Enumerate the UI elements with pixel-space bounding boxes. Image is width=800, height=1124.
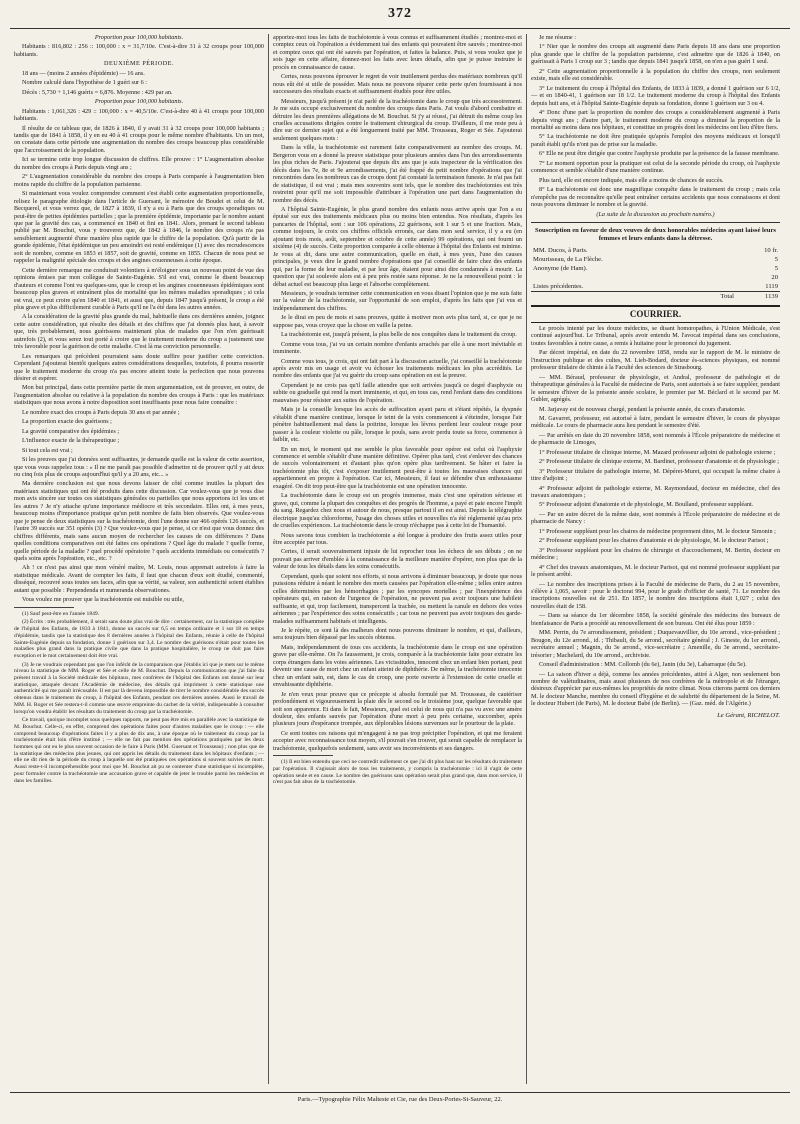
courrier-paragraph: — La saison d'hiver a déjà, comme les années précédentes, attiré à Alger, non seulement bon nombre de valétudinaires, mais aussi plusieurs de nos confrères de la métropole et de l'étranger, désireux d'apprécier par eux-mêmes les propriétés de notre climat. Nous citerons parmi ces derniers M. le docteur Manche, membre du conseil d'hygiène et de salubrité du département de la Seine, M. le docteur Hubert (de Paris), M. le docteur Babé (de Berlin). — (Gaz. méd. de l'Algérie.)	[531, 670, 780, 708]
paragraph: Plus tard, elle est encore indiquée, mais elle a moins de chances de succès.	[539, 176, 724, 184]
courrier-paragraph: M. Jarjavay est de nouveau chargé, pendant la présente année, du cours d'anatomie.	[539, 405, 746, 413]
paragraph: Ici se termine cette trop longue discussion de chiffres. Elle prouve : 1° L'augmentation absolue du nombre des croups à Paris depuis vingt ans ;	[14, 156, 264, 171]
paragraph: Le nombre exact des croups à Paris depuis 30 ans et par année ;	[22, 408, 180, 416]
courrier-body	[531, 325, 780, 708]
paragraph: Cependant, quels que soient nos efforts, si nous arrivons à diminuer beaucoup, je doute que nous puissions réduire à néant le nombre des morts causées par l'opération elle-même ; telles entre autres celles déterminées par les hémorrhagies ; par les syncopes mortelles ; par l'inexpérience des opérateurs qui, en raison de l'urgence de l'opération, ne peuvent pas avoir toujours une habileté suffisante, et qui, trop facilement, transpercent la trachée, ou mettent la canule en dehors des voies aériennes ; par l'expérience des soins consécutifs ; car tous ne peuvent pas avoir toujours des garde-malades suffisamment habitués et intelligents.	[273, 572, 522, 625]
subscription-row	[531, 246, 780, 255]
paragraph: Ce sont toutes ces raisons qui m'engagent à ne pas trop précipiter l'opération, et qui me feraient accepter avec reconnaissance tout moyen, s'il pouvait s'en trouver, qui serait capable de remplacer la trachéotomie, quelquefois seulement, sans avoir ses inconvénients et ses dangers.	[273, 729, 522, 752]
courrier-paragraph: 2° Professeur titulaire de clinique externe, M. Bardinet, professeur d'anatomie et de physiologie ;	[539, 458, 780, 466]
courrier-paragraph: Par décret impérial, en date du 22 novembre 1858, rendu sur le rapport de M. le ministre de l'instruction publique et des cultes, M. Lieb-Bodard, docteur ès-sciences physiques, est nommé professeur titulaire de chimie à la Faculté des sciences de Strasbourg.	[531, 349, 780, 372]
paragraph: La proportion exacte des guérisons ;	[22, 418, 112, 426]
paragraph: Ah ! ce n'est pas ainsi que mon vénéré maître, M. Louis, nous apprenait autrefois à faire la statistique médicale. Avant de compter les faits, il faut que chacun d'eux soit étudié, commenté, disséqué, recouvré sous toutes ses faces, afin que sa vérité, sa valeur, son authenticité soient établies autant que possible : Perpendenda et numeranda observationes.	[14, 564, 264, 594]
courrier-paragraph: 3° Professeur titulaire de pathologie interne, M. Dépéret-Muret, qui occupait la même chaire à titre d'adjoint ;	[531, 467, 780, 483]
paragraph: Comme vous tous, je crois, qui ont fait part à la discussion actuelle, j'ai conseillé la trachéotomie après avoir mis en usage et avoir vu échouer les traitements médicaux les plus accrédités. Le nombre des enfants que j'ai vu guérir du croup sans opération en est la preuve.	[273, 357, 522, 380]
paragraph: (La suite de la discussion au prochain numéro.)	[596, 210, 715, 218]
paragraph: DEUXIÈME PÉRIODE.	[103, 60, 175, 68]
paragraph: Il résulte de ce tableau que, de 1826 à 1840, il y avait 31 à 32 croups pour 100,000 habitants ; tandis que de 1841 à 1858, il y en eu 40 à 41 croups pour le même nombre d'habitants. Un un mot, on constate dans cette période une augmentation du nombre des croups beaucoup plus considérable que l'accroissement de la population.	[14, 124, 264, 154]
paragraph: Habitants : 1,061,326 : 429 :: 100,000 : x = 40,5/10e. C'est-à-dire 40 à 41 croups pour 100,000 habitants.	[14, 107, 264, 123]
paragraph: En un mot, le moment qui me semble le plus favorable pour opérer est celui où l'asphyxie commence et semble s'établir d'une manière définitive. Opérer plus tard, c'est s'enlever des chances de succès volontairement et d'autant plus qu'on opère plus tardivement. Se hâter et faire la trachéotomie plus tôt, c'est s'exposer inutilement peut-être à toutes les mauvaises chances qui appartiennent en propre à l'opération. Car ici, Messieurs, il faut se défendre d'un enthousiasme exagéré. On dit trop peut-être que la trachéotomie est une opération innocente.	[273, 445, 522, 490]
paragraph: Mais, indépendamment de tous ces accidents, la trachéotomie dans le croup est une opération grave par elle-même. On l'a faussement, je crois, comparée à la trachéotomie faite pour extraire les corps étrangers dans les voies aériennes. Les vicissitudes, innocent chez un enfant bien portant, peut devenir une cause de mort chez un enfant atteint de diphthérie. De même, la trachéotomie innocente chez un enfant sain, est, dans le cas de croup, une porte ouverte à l'extension de cette cruelle et envahissante diphthérie.	[273, 643, 522, 689]
column-1	[10, 34, 268, 1084]
subscription-previous-label: Listes précédentes.	[533, 282, 584, 290]
subscriber-name: Anonyme (de Ham).	[533, 264, 588, 272]
paragraph: Ma dernière conclusion est que nous devons laisser de côté comme inutiles la plupart des matériaux statistiques qui ont été produits dans cette discussion. Car voulez-vous que je vous dise mon avis sincère sur toutes ces statistiques générales ou partielles que nous apportons ici les uns et les autres ? Je n'y attache qu'une importance médiocre et très secondaire. Elles ont, à mes yeux, beaucoup moins d'importance pratique qu'un petit nombre de faits bien observés. Que voulez-vous que je pense de deux statistiques sur la trachéotomie, dont l'une donne sur 466 opérés 126 succès, et l'autre 39 succès sur 351 opérés (3) ? Que voulez-vous que je pense, si ce n'est que vous donnez des chiffres différents, mais sans aucun moyen de rechercher les causes de ces différences ? Dans quelles conditions comparatives ont été faites ces opérations ? Quel âge du malade ? quelle forme, quelle période de la maladie ? quel procédé opératoire ? quels accidents immédiats ou consécutifs ? quels soins après l'opération, etc., etc. ?	[14, 480, 264, 562]
paragraph: 7° Le moment opportun pour la pratiquer est celui de la seconde période du croup, où l'asphyxie commence et semble s'établir d'une manière continue.	[531, 159, 780, 175]
subscription-subtotal: 20	[771, 273, 778, 281]
paragraph: Vous voulez me prouver que la trachéotomie est nuisible ou utile,	[22, 596, 184, 604]
paragraph: 18 ans — (moins 2 années d'épidémie) — 16 ans.	[22, 69, 145, 77]
footnote: Ce travail, quoique incomplet sous quelques rapports, ne peut pas être mis en parallèle avec la statistique de M. Bouchut. Celle-ci, en effet, comprend des opérations faites pour d'autres maladies que le croup : — elle comprend beaucoup d'opérations faites il y a plus de dix ans, à une époque où le traitement du croup par la trachéotomie était loin d'être institué ; — elle ne fait pas mention des opérations pratiquées par les deux hommes qui ont eu le plus souvent occasion de le faire à Paris (MM. Guersant et Trousseau) ; non plus que de la statistique des médecins plus jeunes, qui ont appris les détails du traitement dans les hôpitaux d'enfants ; — elle ne dit rien de la période du croup à laquelle ont été pratiquées ces opérations si souvent suivies de mort. Aussi reste-t-il incompréhensible pour moi que M. Bouchut ait pu se contenter d'une statistique si incomplète, pour formuler contre la trachéotomie une accusation grave et capable de jeter le trouble parmi les médecins et dans les familles.	[14, 717, 264, 784]
courrier-heading: COURRIER.	[531, 305, 780, 323]
courrier-paragraph: 2° Professeur suppléant pour les chaires d'anatomie et de physiologie, M. le docteur Parisot ;	[539, 537, 769, 545]
paragraph: apportez-moi tous les faits de trachéotomie à vous connus et suffisamment étudiés ; montrez-moi et comptez ceux où l'opération a évidemment tué des enfants qui pouvaient être sauvés ; montrez-moi et comptez ceux qui ont été sauvés par l'opération, et faites la balance. Puis, si vous voulez que je sois juge en cette affaire, donnez-moi les faits avec leurs détails, afin que je puisse instruire le procès en connaissance de cause.	[273, 34, 522, 71]
column-2-footnotes	[273, 759, 522, 786]
subscription-subtotal-row	[531, 273, 780, 282]
paragraph: 6° Elle ne peut être dirigée que contre l'asphyxie produite par la présence de la fausse membrane.	[539, 150, 780, 158]
courrier-paragraph: — Le nombre des inscriptions prises à la Faculté de médecine de Paris, du 2 au 15 novembre, s'élève à 1,065, savoir : pour le doctorat 994, pour le grade d'officier de santé, 71. Le nombre des inscriptions nouvelles est de 251. En 1857, le nombre des inscriptions était 1,027 ; celui des nouvelles était de 158.	[531, 580, 780, 610]
footnote: (2) Écrits : très probablement, il serait sans doute plus vrai de dire : certainement, car la statistique complète de l'hôpital des Enfants, de 1833 à 1841, donne un succès sur 6,5 en temps ordinaire et 1 sur 18 en temps d'épidémie, tandis que la statistique des 8 dernières années à l'hôpital des Enfants, réunie à celle de l'hôpital Sainte-Eugénie depuis sa fondation, donne 1 guérison sur 3,4. Le nombre des guérisons n'était pour toutes les maladies plus grand dans la pratique civile que dans la pratique hospitalière, le croup ne doit pas faire exception et le mot certainement doit être vrai.	[14, 619, 264, 659]
section-rule	[531, 222, 780, 223]
paragraph: Messieurs, jusqu'à présent je n'ai parlé de la trachéotomie dans le croup que très accessoirement. Je me suis occupé exclusivement du nombre des croups dans Paris. J'ai voulu d'abord combattre et détruire les deux premières allégations de M. Bouchut. Si j'y ai réussi, j'ai détruit du même coup les cruelles accusations dirigées contre le traitement chirurgical du croup. D'ailleurs, il me reste peu à dire sur ce dernier sujet qui a été longuement traité par MM. Trousseau, Roger et Sée. J'ajouterai seulement quelques mots :	[273, 97, 522, 142]
paragraph: Certes, il serait souverainement injuste de lui reprocher tous les échecs de ses débuts ; on ne pouvait pas arriver d'emblée à la connaissance de la meilleure manière d'opérer, non plus que de la valeur de tous les détails dans les soins consécutifs.	[273, 548, 522, 571]
column-3	[526, 34, 784, 1084]
paragraph: A la considération de la gravité plus grande du mal, habituelle dans ces dernières années, joignez cette autre considération, qui résulte des détails et des chiffres que j'ai donnés plus haut, à savoir que, très probablement, nous guérissons maintenant plus de malades que l'on n'en guérissait autrefois (2), et vous serez tout porté à croire que le traitement moderne du croup a justement une très favorable pour la guérison de cette maladie. C'est là ma conviction personnelle.	[14, 313, 264, 351]
subscription-row	[531, 264, 780, 273]
paragraph: A l'hôpital Sainte-Eugénie, le plus grand nombre des enfants nous arrive après que l'on a eu épuisé sur eux des traitements médicaux plus ou moins bien entendus. Nos résultats, d'après les pancartes de l'hôpital, sont : sur 106 opérations, 22 guérisons, soit 1 sur 5 et une fraction. Mais, comme toujours, le croix ces chiffres officiels erronés, car dans mon seul service, il y a eu (en ajoutant trois mois, août, septembre et octobre de cette année) 99 opérations, qui ont fourni un sixième (4) de succès. Cette proportion comparée à celle obtenue à l'hôpital des Enfants est minime. Je vous ai dit, dans une autre communication, quelle en était, à mes yeux, l'une des causes principales, je veux dire le grand nombre d'opérations que j'ai conseillé de faire chez des enfants qui, par la forme de leur maladie, et par leur âge, étaient pour ainsi dire condamnés à mourir. La question que j'ai soulevée alors est à peu près restée sans réponse. Je ne la renouvellerai point : le débat actuel est beaucoup plus large et l'absorbe complètement.	[273, 205, 522, 288]
subscriber-name: Mourisseau, de La Flèche.	[533, 255, 603, 263]
subscriber-name: MM. Ducos, à Paris.	[533, 246, 588, 254]
courrier-paragraph: — MM. Béraud, professeur de physiologie, et Andral, professeur de pathologie et de thérapeutique générales à la Faculté de médecine de Paris, sont autorisés à se faire suppléer, pendant le semestre d'hiver de la présente année scolaire, le premier par M. Béclard et le second par M. Gubler, agrégés.	[531, 373, 780, 404]
footnote-rule	[14, 607, 74, 608]
courrier-paragraph: 3° Professeur suppléant pour les chaires de chirurgie et d'accouchement, M. Bertin, docteur en médecine ;	[531, 546, 780, 562]
paragraph: Je n'en veux pour preuve que ce précepte si absolu formulé par M. Trousseau, de cautériser profondément et vigoureusement la plaie dès le second ou le troisième jour, quelque favorable que soit son apparence. Et dans le fait, Messieurs, quel est celui de nous qui n'a pas vu avec une amère douleur, des enfants sauvés par l'opération d'une mort à peu près certaine, succomber, après plusieurs jours d'espérance trompée, aux déplorables lésions survenues sur le pourtour de la plaie.	[273, 690, 522, 728]
subscription-total-row	[531, 291, 780, 301]
paragraph: Proportion pour 100,000 habitants.	[94, 34, 184, 41]
subscription-previous-amount: 1119	[765, 282, 778, 290]
column-2-body	[273, 34, 522, 752]
paragraph: Certes, nous pouvons éprouver le regret de voir inutilement perdus des matériaux nombreux qu'il nous eût été si utile de posséder. Mais nous ne pouvons réparer cette perte qu'en fournissant à nos successeurs des résultats exacts et suffisamment étudiés pour être utiles.	[273, 73, 522, 96]
paragraph: 3° Le traitement du croup à l'hôpital des Enfants, de 1833 à 1839, a donné 1 guérison sur 6 1/2, — et en 1840-41, 1 guérison sur 18 1/2. Le traitement moderne du croup à l'hôpital des Enfants depuis huit ans, et à l'hôpital Sainte-Eugénie depuis sa fondation, donne 1 guérison sur 3 ou 4.	[531, 84, 780, 107]
paragraph: 5° La trachéotomie ne doit être pratiquée qu'après l'emploi des moyens médicaux et lorsqu'il paraît établi qu'ils n'ont pas de prise sur la maladie.	[531, 133, 780, 148]
column-1-footnotes	[14, 611, 264, 785]
footnote: (3) Je ne voudrais cependant pas que l'on inférât de la comparaison que j'établis ici que je mets sur le même niveau la statistique de MM. Roger et Sée et celle de M. Bouchut. Depuis la communication que j'ai faite du présent travail à la Société médicale des hôpitaux, mes confrères de l'hôpital des Enfants ont donné sur leur statistique, attaquée devant l'Académie de médecine, des détails qui impriment à cette statistique une authenticité qui me paraît irrécusable. Il est par là devenu impossible de tirer le nombre considérable des succès obtenus dans le traitement du croup, à l'hôpital des Enfants, pendant ces dernières années. Aussi le travail de MM. H. Roger et Sée restera-t-il comme une œuvre empreinte du cachet de la vérité, indispensable à consulter lorsqu'on voudra établir les résultats du traitement du croup par la trachéotomie.	[14, 661, 264, 715]
paragraph: Je le répète, ce sont là des malheurs dont nous pouvons diminuer le nombre, et qui, d'ailleurs, sera toujours bien dépassé par les succès obtenus.	[273, 626, 522, 642]
courrier-paragraph: Conseil d'administration : MM. Collomb (du 6e), Janin (du 3e), Labarraque (du 5e).	[539, 661, 747, 669]
page-number: 372	[388, 6, 412, 21]
courrier-paragraph: — Par un autre décret de la même date, sont nommés à l'École préparatoire de médecine et de pharmacie de Nancy :	[531, 510, 780, 526]
subscription-total-label: Total	[531, 291, 736, 301]
paragraph: Nombre calculé dans l'hypothèse de 1 guéri sur 6 :	[22, 79, 148, 87]
paragraph: 2° L'augmentation considérable du nombre des croups à Paris comparée à l'augmentation bien moins rapide du chiffre de la population parisienne.	[14, 173, 264, 188]
courrier-paragraph: — Par arrêtés en date du 20 novembre 1858, sont nommés à l'École préparatoire de médecine et de pharmacie de Limoges,	[531, 431, 780, 447]
paragraph: 2° Cette augmentation proportionnelle à la population du chiffre des croups, non seulement existe, mais elle est considérable.	[531, 67, 780, 83]
paragraph: Mais je la conseille lorsque les accès de suffocation ayant paru et s'étant répétés, la dyspnée s'établit d'une manière continue, lorsque le teint de la voix commencent à s'éteindre, lorsque l'air pénètre habituellement mal dans la poitrine, lorsque les lèvres perdent leur couleur rouge pour passer à la couleur violette ou pâle, lorsque le pouls, sans avoir perdu toute sa force, commence à faiblir, etc.	[273, 406, 522, 444]
courrier-paragraph: 4° Chef des travaux anatomiques, M. le docteur Parisot, qui est nommé professeur suppléant par le présent arrêté.	[531, 563, 780, 579]
signature: Le Gérant, RICHELOT.	[717, 711, 780, 719]
paragraph: Comme vous tous, j'ai vu un certain nombre d'enfants arrachés par elle à une mort inévitable et imminente.	[273, 340, 522, 356]
paragraph: La gravité comparative des épidémies ;	[22, 427, 120, 435]
subscription-title: Souscription en faveur de deux veuves de deux honorables médecins ayant laissé leurs femmes et leurs enfants dans la détresse.	[535, 226, 776, 242]
subscription-total-amount: 1139	[736, 291, 780, 301]
paragraph: Si les preuves que j'ai données sont suffisantes, je demande quelle est la valeur de cette assertion, que vous vous rappelez tous : « Il ne me paraît pas possible d'admettre ni de prouver qu'il y ait deux ou cinq fois plus de croups aujourd'hui qu'il y a 20 ans, etc... »	[14, 456, 264, 479]
paragraph: Cette dernière remarque me conduirait volontiers à m'éloigner sous un nouveau point de vue des opinions émises par mon collègue de Sainte-Eugénie. S'il est vrai, comme le disent beaucoup d'auteurs et comme l'ont vu quelques-uns, que le croup et les angines couenneuses épidémiques sont beaucoup plus graves et entraînent plus de mortalité que les mêmes maladies sporadiques ; si cela est vrai, ce peut croire qu'en 1840 et 1841, et aussi que, depuis 1847 jusqu'à présent, le croup a été plus grave et plus difficilement curable à Paris qu'il ne l'a été dans les autres années.	[14, 266, 264, 311]
column-3-body	[531, 34, 780, 218]
top-rule	[10, 28, 790, 29]
courrier-paragraph: Le procès intenté par les douze médecins, se disant homœopathes, à l'Union Médicale, s'est continué aujourd'hui. Le Tribunal, après avoir entendu M. l'avocat impérial dans ses conclusions, toutes favorables à notre cause, a remis à huitaine pour le prononcé du jugement.	[531, 324, 780, 347]
paragraph: Nous savons tous combien la trachéotomie a été longue à produire des fruits assez utiles pour être acceptée par tous.	[273, 531, 522, 546]
paragraph: Décès : 5,730 + 1,146 guéris = 6,876. Moyenne : 429 par an.	[22, 88, 173, 96]
paragraph: Proportion pour 100,000 habitants.	[94, 98, 184, 106]
printer-footer: Paris.—Typographie Félix Malteste et Cie, rue des Deux-Portes-St-Sauveur, 22.	[10, 1092, 790, 1103]
footnote: (1) Il est bien entendu que ceci ne contredit nullement ce que j'ai dit plus haut sur les résultats du traitement par l'opération. Il s'agissait alors de tous les traitements, y compris la trachéotomie : ici il s'agit de cette opération seule et en cause. Le nombre des guérisons sans opération serait plus grand que, dans mon service, il n'est pas fait abus de la trachéotomie.	[273, 759, 522, 786]
courrier-paragraph: 4° Professeur adjoint de pathologie externe, M. Raymondaud, docteur en médecine, chef des travaux anatomiques ;	[531, 484, 780, 500]
paragraph: 8° La trachéotomie est donc une magnifique conquête dans le traitement du croup ; mais cela n'empêche pas de reconnaître qu'elle peut entraîner certains accidents que nous connaissons et dont nous pouvons diminuer le nombre et la gravité.	[531, 186, 780, 209]
paragraph: 4° Donc d'une part la proportion du nombre des croups a considérablement augmenté à Paris depuis vingt ans ; d'autre part, le traitement moderne du croup a diminué la proportion de la mortalité au moins dans nos hôpitaux, et constitue un progrès dont les médecins ont lieu d'être fiers.	[531, 109, 780, 131]
paragraph: Si maintenant vous voulez comprendre comment s'est établi cette augmentation proportionnelle, relisez le paragraphe étiologie dans l'article de Guersant, le mémoire de Boudet et celui de M. Becquerel, et vous verrez que, de 1827 à 1839, il n'y a eu à Paris que des croups sporadiques ou peut-être de petites épidémies partielles ; que la première épidémie, importante par le nombre autant que par la gravité des cas, a commencé en 1840 et fini en 1841. Alors, prenant le second tableau publié par M. Bouchut, vous y trouverez que, de 1842 à 1846, le nombre des croups n'a pas sensiblement augmenté d'une manière plus rapide que le chiffre de la population. Qu'à partir de la grande épidémie, l'état épidémique un peu amoindri est resté endémique (1) avec des recrudescences soit de nombre, comme en 1853 et 1857, soit de gravité, comme en 1855. Chacun de nous peut se rappeler la malignité spéciale des croups et des angines couenneuses à cette époque.	[14, 190, 264, 265]
paragraph: Dans la ville, la trachéotomie est rarement faite comparativement au nombre des croups. M. Bergeron vous en a donné la preuve statistique pour plusieurs années dans l'un des arrondissements les plus riches de Paris. J'ajouterai que depuis dix ans que je suis inspecteur de la vérification des décès dans les 7e, 8e et 9e arrondissements, j'ai été frappé du petit nombre d'opérations que j'ai rencontrées dans les nombreux cas de croups dont j'ai constaté la terminaison funeste. Je n'ai pas fait de statistique, il est vrai ; mais mes souvenirs sont tels, que le nombre des trachéotomies est très restreint pour qu'il me soit impossible d'attribuer à l'opération une part dans l'augmentation du nombre des décès.	[273, 144, 522, 204]
paragraph: Si tout cela est vrai ;	[22, 446, 73, 454]
subscription-amount: 10 fr.	[764, 246, 778, 254]
subscription-table	[531, 246, 780, 301]
subscription-amount: 5	[774, 255, 778, 263]
paragraph: Habitants : 816,802 : 256 :: 100,000 : x = 31,7/10e. C'est-à-dire 31 à 32 croups pour 100,000 habitants.	[14, 43, 264, 58]
newspaper-page	[10, 6, 790, 1110]
paragraph: Messieurs, je voudrais terminer cette communication en vous disant l'opinion que je me suis faite sur la valeur de la trachéotomie, sur l'opportunité de son emploi, d'après les faits que j'ai vus et indépendamment des chiffres.	[273, 289, 522, 312]
paragraph: La trachéotomie dans le croup est un progrès immense, mais c'est une opération sérieuse et grave, qui, comme la plupart des conquêtes et des progrès de l'homme, a payé et paie encore l'impôt du sang. Regardez chez nous et autour de nous, presque partout il en est ainsi. Depuis la télégraphie électrique jusqu'au chloroforme, l'usage des choses utiles et nouvelles n'a été réglementé qu'au prix de cruelles expériences. La trachéotomie dans le croup n'échappe pas à cette loi de l'humanité.	[273, 492, 522, 530]
columns	[10, 34, 790, 1084]
courrier-paragraph: 5° Professeur adjoint d'anatomie et de physiologie, M. Boulland, professeur suppléant.	[539, 501, 754, 509]
paragraph: Je le dirai en peu de mots et sans preuves, quitte à motiver mon avis plus tard, si, ce que je ne suppose pas, vous croyez que la chose en vaille la peine.	[273, 314, 522, 329]
courrier-paragraph: MM. Perrin, du 7e arrondissement, président ; Duquevauvillier, du 10e arrond., vice-président ; Bougon, du 12e arrond., id. ; Thibault, du 5e arrond., secrétaire général ; J. Gineste, du 1er arrond., secrétaire annuel ; Magnin, du 3e arrond., vice-secrétaire ; Amenille, du 3e arrond., secrétaire-trésorier ; Machelard, du 10e arrond., archiviste.	[531, 629, 780, 659]
paragraph: La trachéotomie est, jusqu'à présent, la plus belle de nos conquêtes dans le traitement du croup.	[281, 331, 517, 339]
subscription-amount: 5	[774, 264, 778, 272]
courrier-paragraph: M. Gavarret, professeur, est autorisé à faire, pendant le semestre d'hiver, le cours de physique médicale. Le cours de pharmacie aura lieu pendant le semestre d'été.	[531, 414, 780, 430]
paragraph: L'influence exacte de la thérapeutique ;	[22, 437, 120, 445]
paragraph: 1° Nier que le nombre des croups ait augmenté dans Paris depuis 18 ans dans une proportion plus grande que le chiffre de la population parisienne, c'est admettre que de 1826 à 1840, on guérissait à Paris 1 croup sur 3 ; tandis que depuis 1841 jusqu'à 1858, on n'en a pas guéri 1 seul.	[531, 43, 780, 66]
paragraph: Les remarques qui précèdent pourraient sans doute suffire pour justifier cette conviction. Cependant j'ajouterai bientôt quelques autres considérations desquelles, toutefois, il pourra ressortir que le traitement moderne du croup n'a pas encore atteint toute la perfection que nous pouvons désirer et espérer.	[14, 352, 264, 383]
footnote-rule	[273, 755, 333, 756]
paragraph: Mon but principal, dans cette première partie de mon argumentation, est de prouver, en outre, de l'augmentation absolue ou relative à la population du nombre des croups à Paris : que les matériaux statistiques que nous avons à notre disposition sont insuffisants pour nous faire connaître :	[14, 384, 264, 407]
column-2	[268, 34, 526, 1084]
courrier-paragraph: 1° Professeur titulaire de clinique interne, M. Mazard professeur adjoint de pathologie externe ;	[539, 448, 776, 456]
paragraph: Cependant je ne crois pas qu'il faille attendre que soit arrivées jusqu'à ce degré d'asphyxie ou subite ou graduelle qui rend la mort imminente, et qui, en tous cas, rend l'enfant dans des conditions mauvaises pour résister aux suites de l'opération.	[273, 381, 522, 404]
subscription-previous-row	[531, 282, 780, 292]
column-1-body	[14, 34, 264, 604]
courrier-paragraph: 1° Professeur suppléant pour les chaires de médecine proprement dites, M. le docteur Simonin ;	[539, 527, 776, 535]
paragraph: Je me résume :	[539, 34, 576, 41]
subscription-row	[531, 255, 780, 264]
footnote: (1) Sauf peut-être en l'année 1849.	[22, 610, 100, 617]
courrier-paragraph: — Dans sa séance du 1er décembre 1858, la société générale des médecins des bureaux de bienfaisance de Paris a procédé au renouvellement de son bureau. Ont été élus pour 1859 :	[531, 612, 780, 627]
